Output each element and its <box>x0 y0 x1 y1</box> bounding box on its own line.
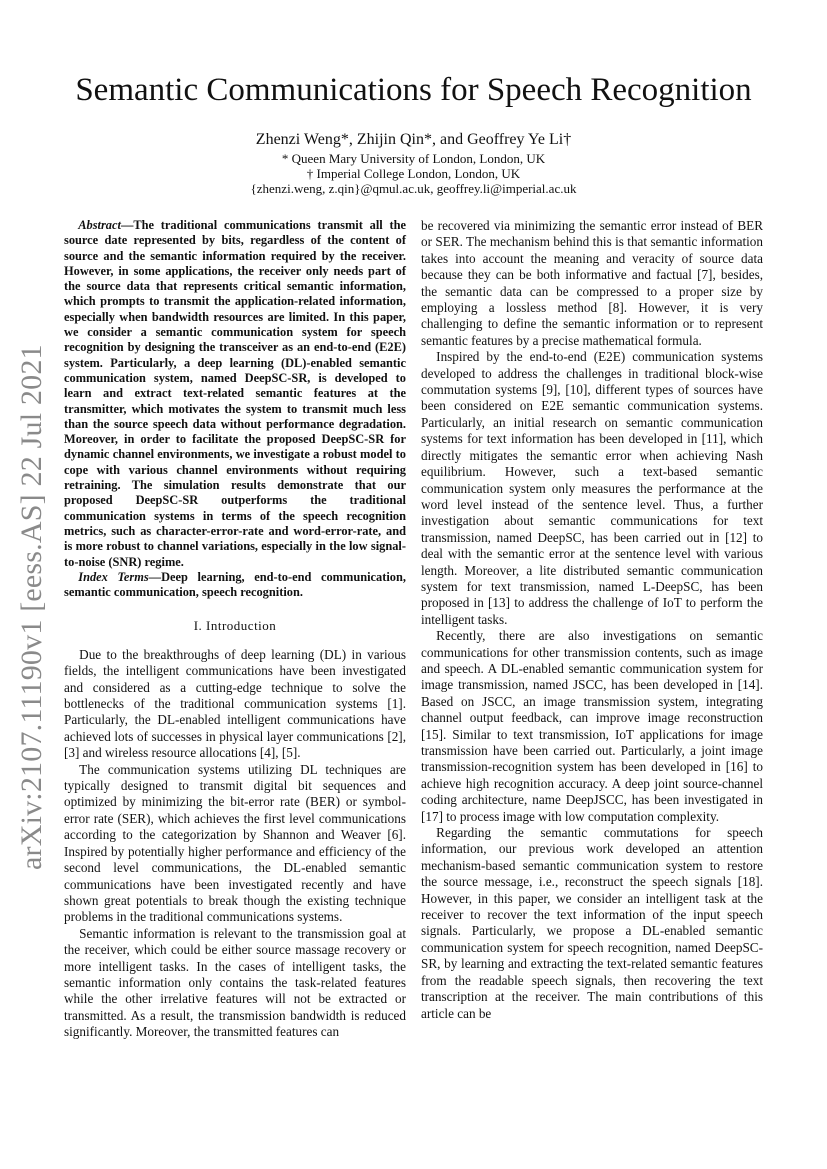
abstract-lead: Abstract <box>78 218 121 232</box>
abstract <box>64 218 406 570</box>
affiliation-imperial: † Imperial College London, London, UK <box>306 166 521 181</box>
body-paragraph: The communication systems utilizing DL techniques are typically designed to transmit digital bit sequences and optimized by minimizing the bit-error rate (BER) or symbol-error rate (SER), which achieves the first level communications according to the categorization by Shannon and Weaver [6]. Inspired by potentially higher performance and efficiency of the second level communications, the DL-enabled semantic communications have been investigated recently and have shown great potentials to break though the existing technique problems in the traditional communications systems. <box>64 761 406 925</box>
index-terms <box>64 570 406 601</box>
arxiv-identifier[interactable]: arXiv:2107.11190v1 [eess.AS] 22 Jul 2021 <box>15 344 48 870</box>
body-paragraph: Regarding the semantic commutations for speech information, our previous work developed an attention mechanism-based semantic communication system to restore the source message, i.e., reconstruct the speech signals [18]. However, in this paper, we consider an intelligent task at the receiver to recover the text information of the input speech signals. Particularly, we propose a DL-enabled semantic communication system for speech recognition, named DeepSC-SR, by learning and extracting the text-related semantic features from the readable speech signals, then recovering the text transcription at the receiver. The main contributions of this article can be <box>421 825 763 1021</box>
right-column <box>421 218 763 1022</box>
body-paragraph: be recovered via minimizing the semantic error instead of BER or SER. The mechanism behind this is that semantic information takes into account the meaning and veracity of source data because they can be both informative and factual [7], besides, the semantic data can be compressed to a proper size by employing a lossless method [8]. However, it is very challenging to define the semantic information or to represent semantic features by a precise mathematical formula. <box>421 218 763 348</box>
body-paragraph: Semantic information is relevant to the transmission goal at the receiver, which could be either source massage recovery or more intelligent tasks. In the cases of intelligent tasks, the semantic information only contains the task-related features while the other irrelative features will not be extracted or transmitted. As a result, the transmission bandwidth is reduced significantly. Moreover, the transmitted features can <box>64 925 406 1040</box>
section-heading-introduction: I. Introduction <box>193 618 277 634</box>
index-terms-text: —Deep learning, end-to-end communication, semantic communication, speech recognition. <box>64 569 406 600</box>
affiliation-qmul: * Queen Mary University of London, London, UK <box>281 151 546 166</box>
paper-title: Semantic Communications for Speech Recognition <box>75 72 752 108</box>
abstract-text: —The traditional communications transmit all the source date represented by bits, regardless of the content of source and the semantic information required by the receiver. However, in some applications, the receiver only needs part of the source data that represents critical semantic information, which prompts to transmit the application-related information, especially when bandwidth resources are limited. In this paper, we consider a semantic communication system for speech recognition by designing the transceiver as an end-to-end (E2E) system. Particularly, a deep learning (DL)-enabled semantic communication system, named DeepSC-SR, is developed to learn and extract text-related semantic features at the transmitter, which motivates the system to transmit much less than the source speech data without performance degradation. Moreover, in order to facilitate the proposed DeepSC-SR for dynamic channel environments, we investigate a robust model to cope with various channel environments without requiring retraining. The simulation results demonstrate that our proposed DeepSC-SR outperforms the traditional communication systems in terms of the speech recognition metrics, such as character-error-rate and word-error-rate, and is more robust to channel variations, especially in the low signal-to-noise (SNR) regime. <box>64 218 406 569</box>
author-list: Zhenzi Weng*, Zhijin Qin*, and Geoffrey Ye Li† <box>255 131 572 148</box>
index-terms-lead: Index Terms <box>78 569 149 584</box>
left-column <box>64 218 406 1041</box>
body-paragraph: Recently, there are also investigations on semantic communications for other transmission contents, such as image and speech. A DL-enabled semantic communication system for image transmission, named JSCC, has been developed in [14]. Based on JSCC, an image transmission system, integrating channel output feedback, can improve image reconstruction [15]. Similar to text transmission, IoT applications for image transmission have been carried out. Particularly, a joint image transmission-recognition system has been developed in [16] to achieve high recognition accuracy. A deep joint source-channel coding architecture, name DeepJSCC, has been investigated in [17] to process image with low computation complexity. <box>421 628 763 824</box>
author-emails[interactable]: {zhenzi.weng, z.qin}@qmul.ac.uk, geoffrey.li@imperial.ac.uk <box>250 181 577 196</box>
body-paragraph: Due to the breakthroughs of deep learning (DL) in various fields, the intelligent communications have been investigated and considered as a cutting-edge technique to solve the bottlenecks of the traditional communication systems [1]. Particularly, the DL-enabled intelligent communications have achieved lots of successes in physical layer communications [2], [3] and wireless resource allocations [4], [5]. <box>64 646 406 761</box>
body-paragraph: Inspired by the end-to-end (E2E) communication systems developed to address the challenges in traditional block-wise commutation systems [9], [10], different types of sources have been considered on E2E semantic communication systems. Particularly, an initial research on semantic communication systems for text information has been developed in [11], which directly mitigates the semantic error when achieving Nash equilibrium. However, such a text-based semantic communication system only measures the performance at the word level instead of the sentence level. Thus, a further investigation about semantic communications for text transmission, named DeepSC, has been carried out in [12] to deal with the semantic error at the sentence level with various length. Moreover, a lite distributed semantic communication system for text transmission, named L-DeepSC, has been proposed in [13] to address the challenge of IoT to perform the intelligent tasks. <box>421 349 763 627</box>
